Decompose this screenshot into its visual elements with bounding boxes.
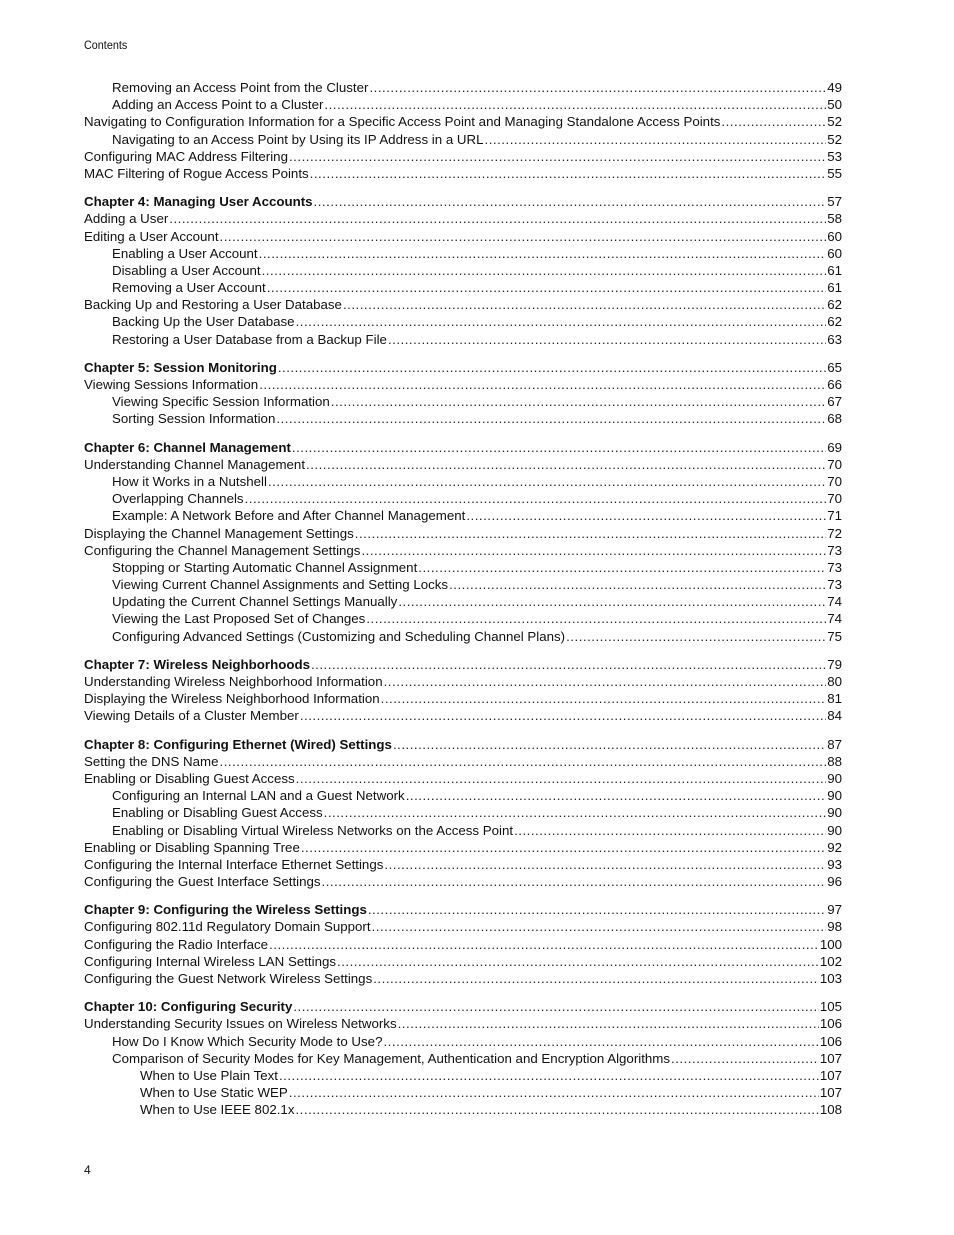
toc-entry-title: Displaying the Channel Management Settings [84,525,354,541]
dot-leader [292,439,826,456]
dot-leader [514,822,826,839]
toc-entry[interactable] [84,1101,842,1118]
toc-entry[interactable] [84,1084,842,1101]
toc-entry-title: Example: A Network Before and After Channel Management [112,508,466,524]
toc-entry-page: 71 [827,508,842,524]
toc-entry-page: 72 [827,525,842,541]
dot-leader [300,707,826,724]
toc-entry-page: 88 [827,753,842,769]
toc-entry-page: 49 [827,80,842,95]
toc-entry[interactable] [84,507,842,524]
toc-entry-page: 58 [827,211,842,227]
dot-leader [259,376,826,393]
toc-entry[interactable] [84,1033,842,1050]
toc-entry-page: 103 [819,971,842,986]
dot-leader [269,936,819,953]
toc-entry-page: 96 [827,874,842,890]
toc-entry[interactable] [84,690,842,707]
dot-leader [301,839,826,856]
toc-entry-page: 55 [827,165,842,181]
toc-entry-page: 75 [827,628,842,644]
toc-entry-title: Chapter 9: Configuring the Wireless Settings [84,902,367,918]
toc-entry-page: 93 [827,856,842,872]
toc-entry-page: 97 [827,902,842,918]
toc-entry[interactable] [84,490,842,507]
dot-leader [383,1033,818,1050]
toc-chapter-heading[interactable] [84,998,842,1015]
toc-entry-title: Configuring Advanced Settings (Customizing and Scheduling Channel Plans) [112,628,566,644]
toc-section [84,901,842,987]
toc-entry[interactable] [84,559,842,576]
toc-section [84,193,842,348]
toc-entry-title: MAC Filtering of Rogue Access Points [84,165,309,181]
toc-entry-title: Overlapping Channels [112,491,244,507]
toc-entry-page: 87 [827,736,842,752]
dot-leader [311,656,826,673]
toc-entry[interactable] [84,148,842,165]
dot-leader [262,262,827,279]
dot-leader [361,542,826,559]
toc-entry-page: 90 [827,770,842,786]
toc-entry[interactable] [84,131,842,148]
toc-entry-title: When to Use Plain Text [140,1067,278,1083]
toc-chapter-heading[interactable] [84,439,842,456]
toc-entry[interactable] [84,96,842,113]
toc-entry-page: 73 [827,577,842,593]
toc-entry-title: Comparison of Security Modes for Key Management, Authentication and Encryption Algorithms [112,1050,671,1066]
toc-entry[interactable] [84,673,842,690]
toc-entry[interactable] [84,210,842,227]
toc-entry-title: Chapter 4: Managing User Accounts [84,194,313,210]
toc-entry[interactable] [84,787,842,804]
toc-section [84,656,842,725]
toc-entry-title: Setting the DNS Name [84,753,219,769]
toc-entry-title: Configuring 802.11d Regulatory Domain Support [84,919,371,935]
toc-entry[interactable] [84,610,842,627]
toc-entry[interactable] [84,856,842,873]
table-of-contents [84,79,842,1130]
toc-entry-title: Restoring a User Database from a Backup File [112,331,387,347]
toc-entry-title: Sorting Session Information [112,411,276,427]
toc-entry[interactable] [84,113,842,130]
toc-entry[interactable] [84,228,842,245]
dot-leader [324,804,827,821]
toc-entry-page: 107 [819,1085,842,1101]
toc-entry-title: Viewing Current Channel Assignments and Setting Locks [112,577,449,593]
dot-leader [220,753,827,770]
toc-entry[interactable] [84,165,842,182]
toc-entry-title: Viewing Details of a Cluster Member [84,708,299,724]
toc-entry-title: How it Works in a Nutshell [112,473,267,489]
toc-entry-page: 74 [827,594,842,610]
dot-leader [310,165,827,182]
toc-entry-title: Disabling a User Account [112,262,261,278]
toc-entry-page: 69 [827,439,842,455]
toc-entry-title: Viewing Specific Session Information [112,394,330,410]
dot-leader [245,490,827,507]
toc-entry-page: 68 [827,411,842,427]
dot-leader [259,245,827,262]
toc-entry-title: How Do I Know Which Security Mode to Use? [112,1033,383,1049]
toc-entry-page: 106 [819,1033,842,1049]
toc-entry-page: 60 [827,228,842,244]
dot-leader [372,918,827,935]
dot-leader [343,296,826,313]
toc-entry-title: Chapter 8: Configuring Ethernet (Wired) Settings [84,736,392,752]
dot-leader [418,559,826,576]
toc-entry-title: Stopping or Starting Automatic Channel Assignment [112,559,418,575]
dot-leader [368,901,826,918]
toc-entry[interactable] [84,936,842,953]
page-number: 4 [84,1163,91,1177]
dot-leader [267,279,826,296]
dot-leader [721,113,826,130]
toc-entry-page: 52 [827,114,842,130]
toc-entry[interactable] [84,770,842,787]
toc-section [84,79,842,182]
toc-entry-page: 102 [819,953,842,969]
toc-entry-page: 67 [827,394,842,410]
toc-entry-title: When to Use Static WEP [140,1085,288,1101]
toc-entry-page: 62 [827,314,842,330]
toc-entry-page: 70 [827,491,842,507]
dot-leader [398,1015,819,1032]
toc-chapter-heading[interactable] [84,656,842,673]
dot-leader [566,628,826,645]
toc-entry[interactable] [84,628,842,645]
toc-chapter-heading[interactable] [84,736,842,753]
toc-entry[interactable] [84,1050,842,1067]
dot-leader [449,576,826,593]
toc-section [84,439,842,645]
toc-entry-page: 61 [827,280,842,296]
dot-leader [466,507,826,524]
toc-entry-page: 70 [827,456,842,472]
toc-entry[interactable] [84,296,842,313]
toc-entry[interactable] [84,873,842,890]
dot-leader [295,1101,818,1118]
toc-entry[interactable] [84,456,842,473]
dot-leader [671,1050,819,1067]
toc-entry-title: Viewing the Last Proposed Set of Changes [112,611,366,627]
dot-leader [324,96,826,113]
toc-entry[interactable] [84,593,842,610]
dot-leader [276,410,826,427]
toc-entry[interactable] [84,804,842,821]
toc-entry-page: 74 [827,611,842,627]
toc-entry-page: 50 [827,97,842,113]
dot-leader [289,1084,819,1101]
dot-leader [355,525,826,542]
toc-entry-title: Viewing Sessions Information [84,377,259,392]
toc-entry-page: 108 [819,1102,842,1118]
toc-entry-page: 107 [819,1067,842,1083]
dot-leader [322,873,827,890]
toc-entry-page: 62 [827,297,842,313]
toc-entry-page: 65 [827,359,842,375]
dot-leader [314,193,827,210]
toc-entry-title: Chapter 10: Configuring Security [84,999,293,1015]
toc-entry[interactable] [84,707,842,724]
toc-entry-page: 61 [827,262,842,278]
toc-entry[interactable] [84,970,842,987]
toc-entry-page: 73 [827,542,842,558]
dot-leader [289,148,826,165]
toc-section [84,998,842,1118]
dot-leader [278,359,826,376]
toc-entry-title: Backing Up the User Database [112,314,295,330]
toc-entry-title: Updating the Current Channel Settings Manually [112,594,398,610]
toc-entry-page: 70 [827,473,842,489]
toc-entry[interactable] [84,525,842,542]
toc-entry[interactable] [84,1067,842,1084]
toc-entry-title: Understanding Channel Management [84,456,306,472]
dot-leader [384,856,826,873]
toc-entry[interactable] [84,953,842,970]
toc-entry-title: Enabling or Disabling Guest Access [112,805,323,821]
toc-entry-page: 84 [827,708,842,724]
toc-entry-page: 60 [827,245,842,261]
toc-entry-page: 81 [827,691,842,707]
toc-section [84,736,842,891]
dot-leader [296,313,827,330]
toc-entry-title: Enabling or Disabling Virtual Wireless Networks on the Access Point [112,822,514,838]
toc-entry[interactable] [84,473,842,490]
dot-leader [296,770,827,787]
toc-entry-page: 52 [827,131,842,147]
toc-entry[interactable] [84,313,842,330]
dot-leader [279,1067,819,1084]
dot-leader [373,970,819,987]
toc-entry-page: 63 [827,331,842,347]
toc-entry[interactable] [84,822,842,839]
toc-entry-page: 66 [827,377,842,392]
toc-entry-title: Configuring the Guest Network Wireless Settings [84,971,373,986]
toc-entry[interactable] [84,279,842,296]
toc-entry-title: Chapter 5: Session Monitoring [84,359,277,375]
toc-entry[interactable] [84,576,842,593]
dot-leader [398,593,826,610]
dot-leader [366,610,826,627]
dot-leader [293,998,818,1015]
dot-leader [393,736,826,753]
toc-entry-title: Configuring the Radio Interface [84,936,269,952]
toc-entry-title: Enabling or Disabling Spanning Tree [84,839,300,855]
toc-chapter-heading[interactable] [84,359,842,376]
toc-entry-title: Chapter 6: Channel Management [84,439,291,455]
toc-entry-page: 105 [819,999,842,1015]
toc-entry[interactable] [84,1015,842,1032]
toc-entry-page: 98 [827,919,842,935]
dot-leader [306,456,826,473]
toc-entry-title: Chapter 7: Wireless Neighborhoods [84,656,310,672]
toc-entry[interactable] [84,753,842,770]
toc-entry-page: 57 [827,194,842,210]
toc-entry[interactable] [84,79,842,96]
toc-entry-page: 90 [827,805,842,821]
toc-entry[interactable] [84,331,842,348]
toc-entry-title: Understanding Security Issues on Wireless Networks [84,1016,397,1032]
toc-chapter-heading[interactable] [84,193,842,210]
toc-entry-title: Removing an Access Point from the Cluster [112,80,369,95]
toc-entry-title: Navigating to Configuration Information for a Specific Access Point and Managing Standalone Access Points [84,114,721,130]
toc-entry[interactable] [84,262,842,279]
toc-entry[interactable] [84,393,842,410]
dot-leader [485,131,827,148]
toc-entry[interactable] [84,542,842,559]
dot-leader [388,331,826,348]
toc-entry-title: Configuring MAC Address Filtering [84,148,288,164]
toc-entry-title: Editing a User Account [84,228,219,244]
toc-entry-title: Enabling a User Account [112,245,258,261]
toc-entry-title: Configuring the Channel Management Settings [84,542,361,558]
toc-entry[interactable] [84,410,842,427]
toc-entry-page: 53 [827,148,842,164]
toc-entry-title: Configuring an Internal LAN and a Guest Network [112,788,405,804]
toc-section [84,359,842,428]
toc-entry-page: 73 [827,559,842,575]
toc-entry-title: Understanding Wireless Neighborhood Information [84,674,383,689]
toc-entry[interactable] [84,245,842,262]
dot-leader [220,228,827,245]
toc-entry-title: Adding a User [84,211,169,227]
toc-entry[interactable] [84,376,842,393]
dot-leader [384,673,827,690]
toc-entry-page: 90 [827,822,842,838]
toc-entry-title: When to Use IEEE 802.1x [140,1102,295,1118]
dot-leader [268,473,826,490]
dot-leader [406,787,827,804]
dot-leader [381,690,827,707]
dot-leader [369,79,826,96]
toc-entry-title: Removing a User Account [112,280,266,296]
toc-entry[interactable] [84,839,842,856]
dot-leader [169,210,826,227]
toc-entry-title: Configuring the Internal Interface Ethernet Settings [84,856,384,872]
dot-leader [337,953,819,970]
toc-entry-page: 80 [827,674,842,689]
toc-entry[interactable] [84,918,842,935]
toc-entry-title: Adding an Access Point to a Cluster [112,97,324,113]
dot-leader [331,393,826,410]
toc-entry-page: 92 [827,839,842,855]
toc-entry-title: Displaying the Wireless Neighborhood Information [84,691,380,707]
toc-entry-page: 106 [819,1016,842,1032]
toc-entry-page: 90 [827,788,842,804]
toc-entry-title: Configuring the Guest Interface Settings [84,874,321,890]
toc-entry-title: Navigating to an Access Point by Using its IP Address in a URL [112,131,484,147]
toc-entry-title: Backing Up and Restoring a User Database [84,297,342,313]
toc-entry-title: Configuring Internal Wireless LAN Settings [84,953,337,969]
toc-entry-page: 79 [827,656,842,672]
toc-chapter-heading[interactable] [84,901,842,918]
toc-entry-title: Enabling or Disabling Guest Access [84,770,295,786]
toc-entry-page: 107 [819,1050,842,1066]
running-head: Contents [84,38,128,52]
toc-entry-page: 100 [819,936,842,952]
